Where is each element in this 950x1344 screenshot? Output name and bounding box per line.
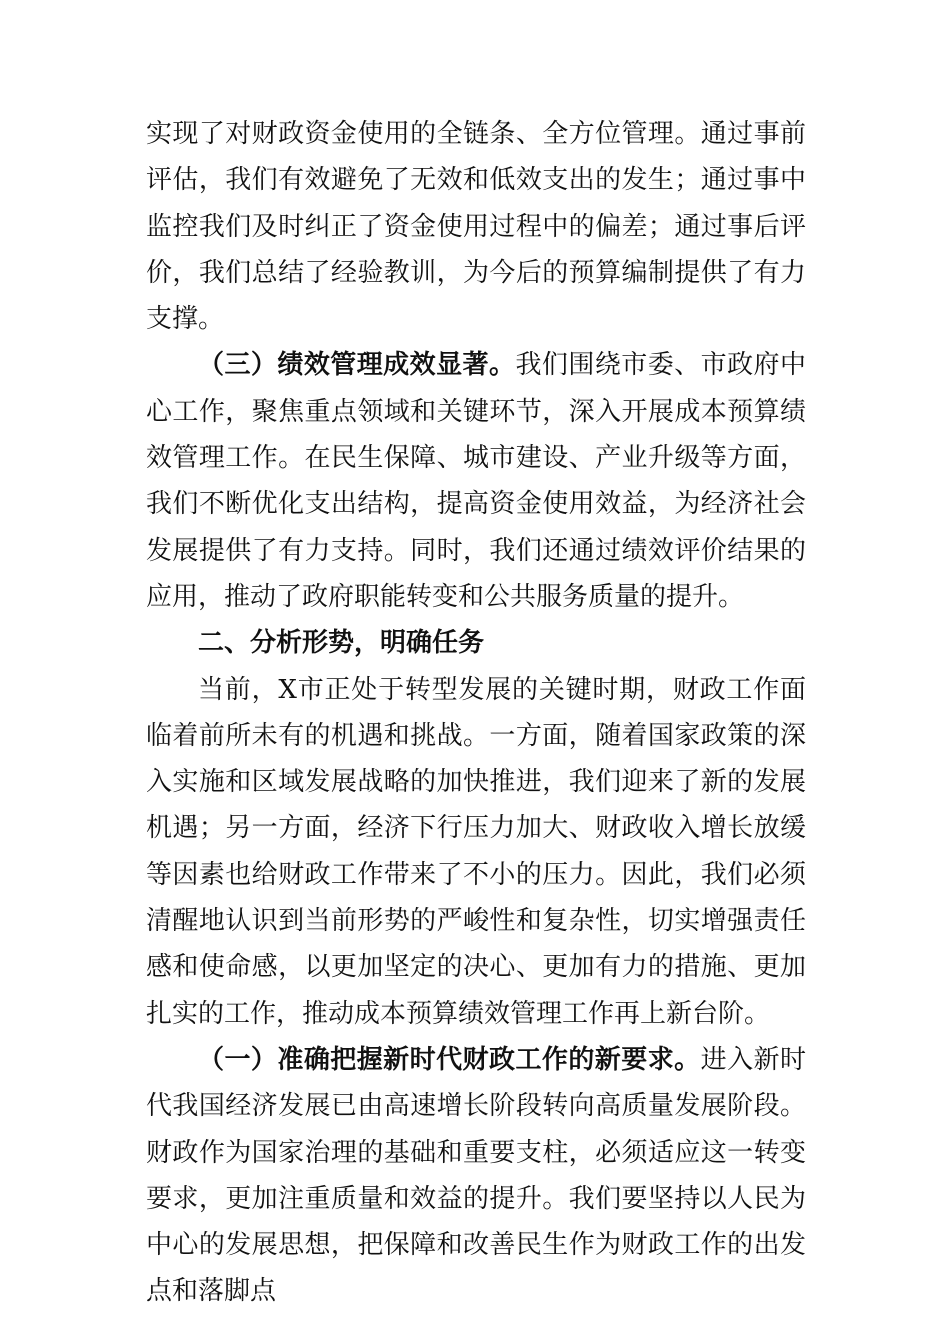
- paragraph-situation: [146, 667, 806, 1037]
- paragraph-text: 我们围绕市委、市政府中心工作，聚焦重点领域和关键环节，深入开展成本预算绩效管理工作。在民生保障、城市建设、产业升级等方面，我们不断优化支出结构，提高资金使用效益，为经济社会发展提供了有力支持。同时，我们还通过绩效评价结果的应用，推动了政府职能转变和公共服务质量的提升。: [146, 350, 806, 612]
- paragraph-lead-heading: （三）绩效管理成效显著。: [198, 350, 516, 381]
- paragraph-text: 实现了对财政资金使用的全链条、全方位管理。通过事前评估，我们有效避免了无效和低效支出的发生；通过事中监控我们及时纠正了资金使用过程中的偏差；通过事后评价，我们总结了经验教训，为今后的预算编制提供了有力支撑。: [146, 119, 806, 335]
- paragraph-continued: [146, 111, 806, 342]
- paragraph-text: 当前，X市正处于转型发展的关键时期，财政工作面临着前所未有的机遇和挑战。一方面，随着国家政策的深入实施和区域发展战略的加快推进，我们迎来了新的发展机遇；另一方面，经济下行压力加大、财政收入增长放缓等因素也给财政工作带来了不小的压力。因此，我们必须清醒地认识到当前形势的严峻性和复杂性，切实增强责任感和使命感，以更加坚定的决心、更加有力的措施、更加扎实的工作，推动成本预算绩效管理工作再上新台阶。: [146, 674, 806, 1029]
- paragraph-performance-results: [146, 342, 806, 620]
- document-body: [146, 111, 806, 1315]
- paragraph-lead-heading: （一）准确把握新时代财政工作的新要求。: [198, 1044, 701, 1075]
- paragraph-new-requirements: [146, 1037, 806, 1315]
- section-heading: 二、分析形势，明确任务: [198, 628, 485, 659]
- paragraph-text: 进入新时代我国经济发展已由高速增长阶段转向高质量发展阶段。财政作为国家治理的基础和重要支柱，必须适应这一转变要求，更加注重质量和效益的提升。我们要坚持以人民为中心的发展思想，把保障和改善民生作为财政工作的出发点和落脚点: [146, 1044, 806, 1307]
